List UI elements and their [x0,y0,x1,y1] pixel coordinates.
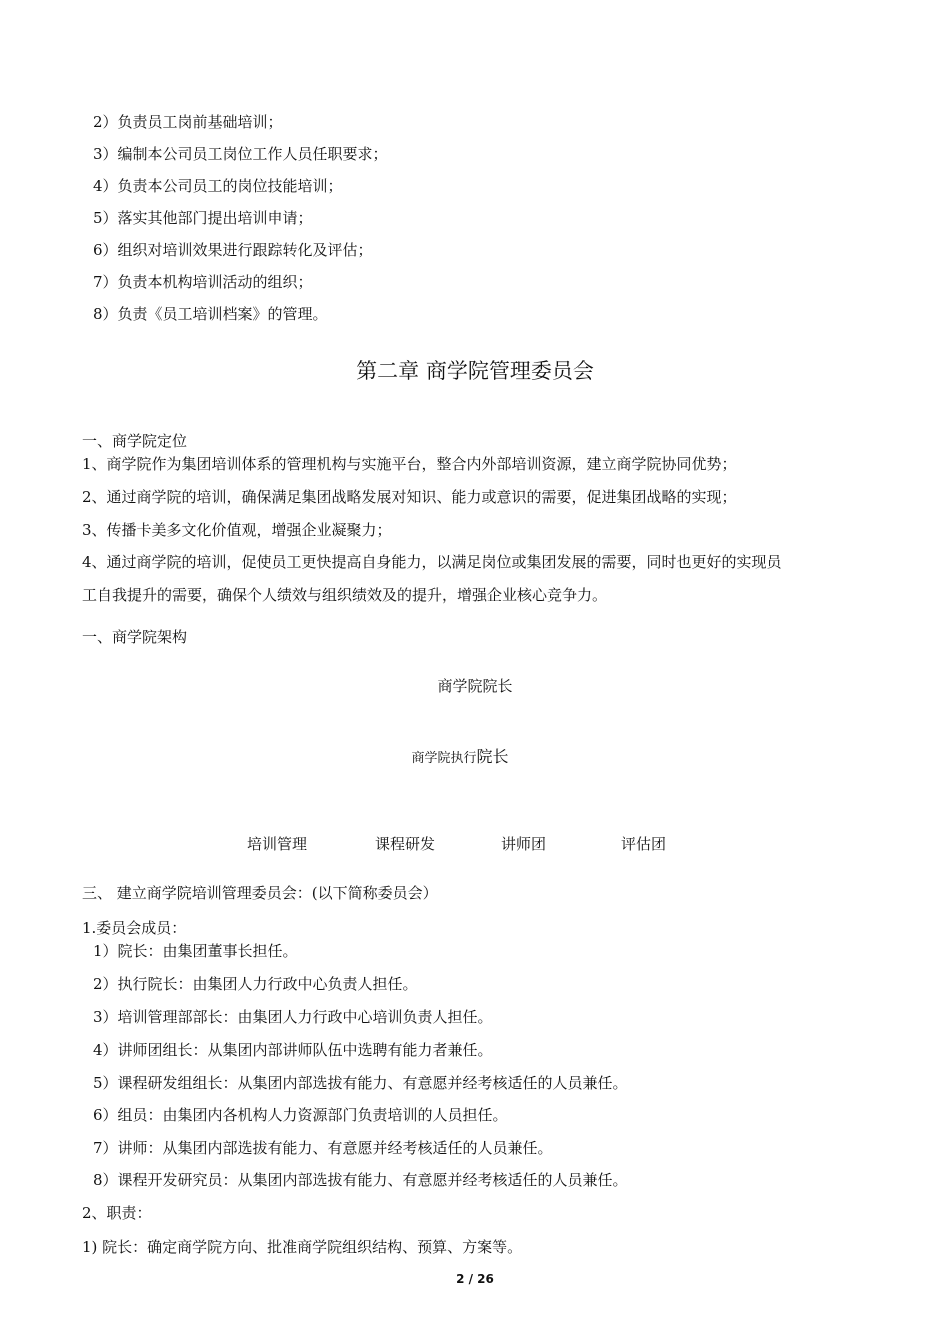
list-item: 1）院长：由集团董事长担任。 [93,942,298,960]
list-item: 5）课程研发组组长：从集团内部选拔有能力、有意愿并经考核适任的人员兼任。 [93,1074,628,1092]
section-heading: 三、 建立商学院培训管理委员会：(以下简称委员会） [82,884,438,902]
list-item: 5）落实其他部门提出培训申请； [93,209,313,227]
list-item: 8）课程开发研究员：从集团内部选拔有能力、有意愿并经考核适任的人员兼任。 [93,1171,628,1189]
org-node-executive-president [0,744,920,767]
list-item: 4）讲师团组长：从集团内部讲师队伍中选聘有能力者兼任。 [93,1041,493,1059]
chapter-title: 第二章 商学院管理委员会 [356,359,594,383]
org-node-exec-prefix: 商学院执行 [411,751,477,766]
paragraph: 4、通过商学院的培训，促使员工更快提高自身能力，以满足岗位或集团发展的需要，同时也更好的实现员 [82,553,782,571]
org-node-department: 评估团 [621,835,667,853]
list-item: 2）执行院长：由集团人力行政中心负责人担任。 [93,975,418,993]
list-item: 4）负责本公司员工的岗位技能培训； [93,177,343,195]
list-item: 3）培训管理部部长：由集团人力行政中心培训负责人担任。 [93,1008,493,1026]
section-heading: 一、商学院定位 [82,432,188,450]
list-item: 2）负责员工岗前基础培训； [93,113,283,131]
list-item: 6）组织对培训效果进行跟踪转化及评估； [93,241,373,259]
subsection-heading: 2、职责： [82,1204,152,1222]
org-node-department: 课程研发 [375,835,436,853]
list-item: 6）组员：由集团内各机构人力资源部门负责培训的人员担任。 [93,1106,508,1124]
section-heading: 一、商学院架构 [82,628,188,646]
list-item: 1) 院长：确定商学院方向、批准商学院组织结构、预算、方案等。 [82,1238,523,1256]
subsection-heading: 1.委员会成员： [82,919,187,937]
org-node-department: 培训管理 [247,835,308,853]
list-item: 7）负责本机构培训活动的组织； [93,273,313,291]
page-number: 2 / 26 [456,1272,494,1286]
org-node-president: 商学院院长 [437,677,513,695]
paragraph: 工自我提升的需要，确保个人绩效与组织绩效及的提升，增强企业核心竞争力。 [82,586,608,604]
list-item: 3）编制本公司员工岗位工作人员任职要求； [93,145,388,163]
paragraph: 2、通过商学院的培训，确保满足集团战略发展对知识、能力或意识的需要，促进集团战略的实现； [82,488,737,506]
list-item: 7）讲师：从集团内部选拔有能力、有意愿并经考核适任的人员兼任。 [93,1139,553,1157]
org-node-exec-suffix: 院长 [476,747,509,766]
list-item: 8）负责《员工培训档案》的管理。 [93,305,328,323]
paragraph: 1、商学院作为集团培训体系的管理机构与实施平台，整合内外部培训资源，建立商学院协同优势； [82,455,737,473]
org-node-department: 讲师团 [501,835,547,853]
paragraph: 3、传播卡美多文化价值观，增强企业凝聚力； [82,521,392,539]
